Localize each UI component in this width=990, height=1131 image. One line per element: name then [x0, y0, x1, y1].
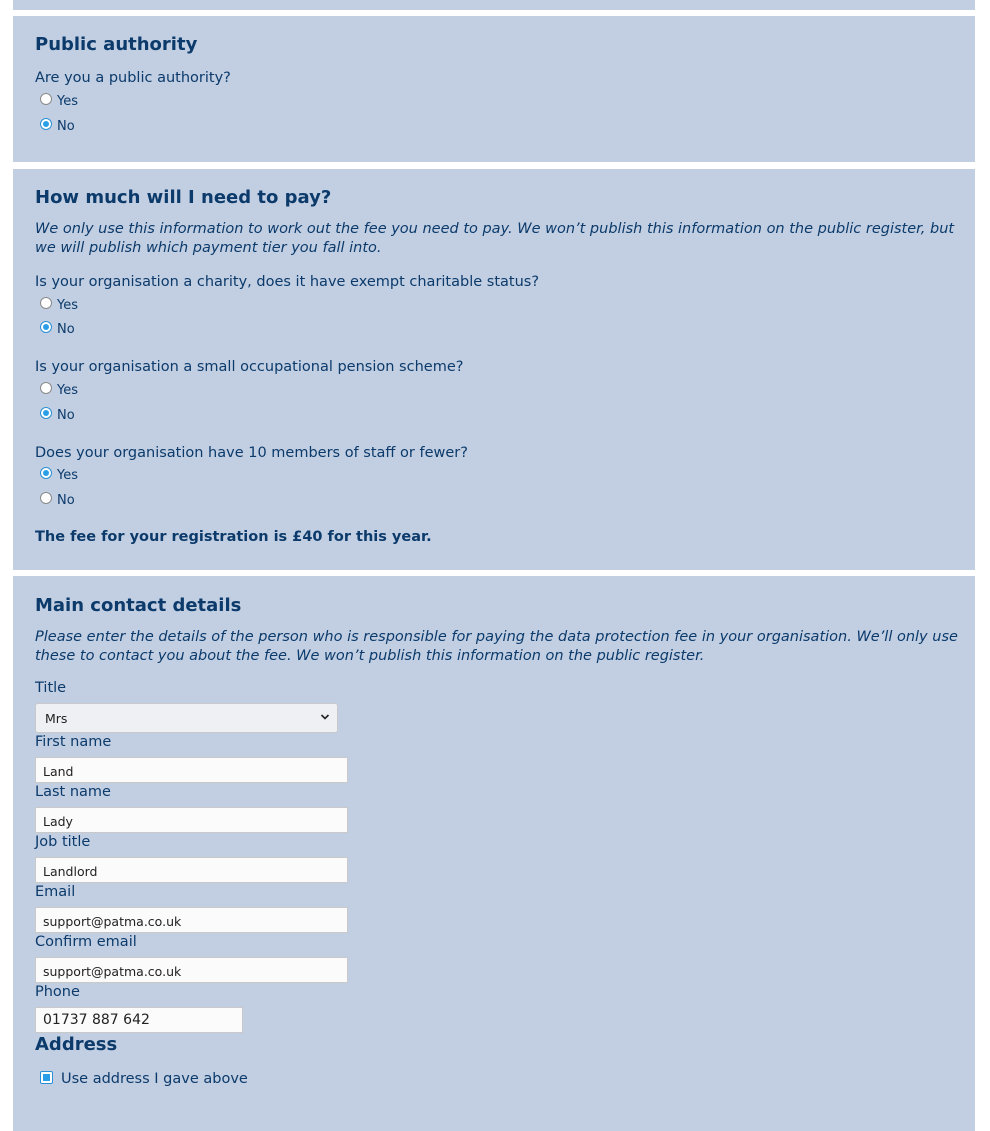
staff-yes-radio[interactable] — [40, 467, 52, 479]
radio-label: No — [57, 322, 75, 337]
charity-no-radio[interactable] — [40, 321, 52, 333]
first-name-input[interactable]: Land — [35, 757, 348, 783]
charity-yes-radio[interactable] — [40, 297, 52, 309]
contact-hint: Please enter the details of the person who is responsible for paying the data protection fee in your organisation. We’ll only use these to contact you about the fee. We won’t publish this information on the public register. — [35, 629, 958, 664]
public-authority-yes-radio[interactable] — [40, 93, 52, 105]
radio-label: Yes — [57, 383, 78, 398]
email-label: Email — [35, 884, 76, 900]
title-label: Title — [35, 680, 67, 696]
public-authority-question: Are you a public authority? — [35, 70, 231, 86]
public-authority-heading: Public authority — [35, 34, 198, 55]
previous-section-panel — [13, 0, 975, 10]
pension-no-radio[interactable] — [40, 407, 52, 419]
public-authority-section — [13, 16, 975, 162]
main-contact-section — [13, 576, 975, 1131]
charity-no-option[interactable] — [40, 321, 75, 339]
confirm-email-input[interactable]: support@patma.co.uk — [35, 957, 348, 983]
radio-label: No — [57, 119, 75, 134]
radio-label: No — [57, 408, 75, 423]
staff-yes-option[interactable] — [40, 467, 78, 485]
title-select[interactable] — [35, 703, 338, 733]
first-name-label: First name — [35, 734, 112, 750]
charity-yes-option[interactable] — [40, 297, 78, 315]
confirm-email-label: Confirm email — [35, 934, 137, 950]
address-heading: Address — [35, 1034, 118, 1055]
fee-hint: We only use this information to work out the fee you need to pay. We won’t publish this information on the public register, but we will publish which payment tier you fall into. — [35, 221, 955, 256]
public-authority-yes-option[interactable] — [40, 93, 78, 111]
phone-label: Phone — [35, 984, 80, 1000]
radio-label: No — [57, 493, 75, 508]
public-authority-no-radio[interactable] — [40, 118, 52, 130]
radio-label: Yes — [57, 94, 78, 109]
fee-heading: How much will I need to pay? — [35, 187, 332, 208]
use-address-label: Use address I gave above — [61, 1071, 248, 1087]
use-address-option[interactable] — [40, 1071, 248, 1087]
fee-section — [13, 169, 975, 570]
job-title-input[interactable]: Landlord — [35, 857, 348, 883]
chevron-down-icon — [320, 712, 330, 722]
use-address-checkbox[interactable] — [40, 1071, 53, 1084]
staff-no-radio[interactable] — [40, 492, 52, 504]
charity-question: Is your organisation a charity, does it have exempt charitable status? — [35, 274, 540, 290]
pension-yes-option[interactable] — [40, 382, 78, 400]
pension-no-option[interactable] — [40, 407, 75, 425]
fee-result-text: The fee for your registration is £40 for this year. — [35, 529, 432, 545]
phone-input[interactable]: 01737 887 642 — [35, 1007, 243, 1033]
staff-question: Does your organisation have 10 members of staff or fewer? — [35, 445, 468, 461]
radio-label: Yes — [57, 298, 78, 313]
last-name-input[interactable]: Lady — [35, 807, 348, 833]
staff-no-option[interactable] — [40, 492, 75, 510]
pension-yes-radio[interactable] — [40, 382, 52, 394]
public-authority-no-option[interactable] — [40, 118, 75, 136]
job-title-label: Job title — [35, 834, 91, 850]
contact-heading: Main contact details — [35, 595, 242, 616]
pension-question: Is your organisation a small occupational pension scheme? — [35, 359, 464, 375]
title-select-value: Mrs — [45, 711, 68, 726]
radio-label: Yes — [57, 468, 78, 483]
last-name-label: Last name — [35, 784, 111, 800]
email-input[interactable]: support@patma.co.uk — [35, 907, 348, 933]
